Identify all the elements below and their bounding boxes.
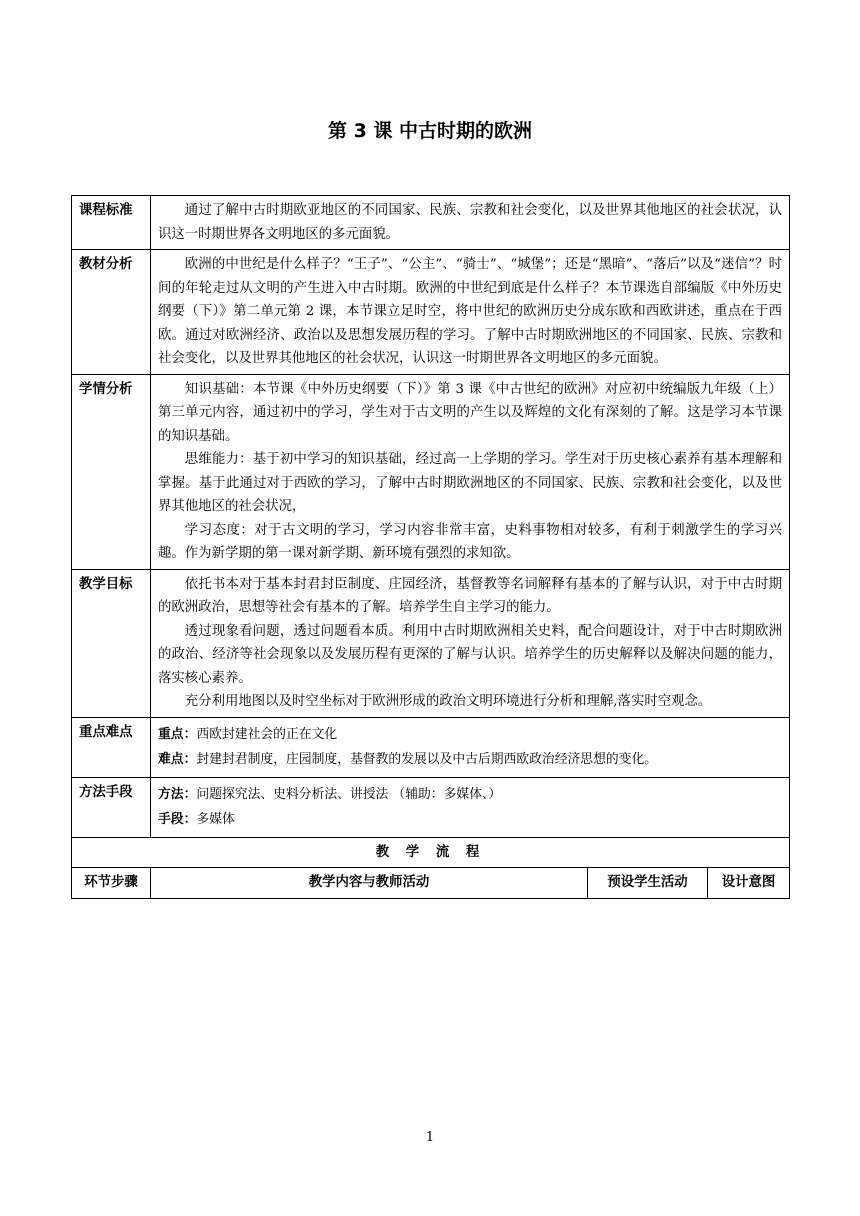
lesson-plan-table <box>71 195 790 899</box>
row-course-standard <box>72 196 790 250</box>
difficult-point-label: 难点： <box>158 752 197 767</box>
row-content <box>151 196 790 250</box>
header-design-intent: 设计意图 <box>708 868 790 899</box>
row-content <box>151 717 790 777</box>
row-label: 教学目标 <box>72 569 151 717</box>
method-line <box>158 783 782 807</box>
row-methods <box>72 777 790 837</box>
paragraph: 透过现象看问题，透过问题看本质。利用中古时期欧洲相关史料，配合问题设计，对于中古时期欧洲的政治、经济等社会现象以及发展历程有更深的了解与认识。培养学生的历史解释以及解决问题的能力，落实核心素养。 <box>158 623 782 686</box>
means-text: 多媒体 <box>196 812 235 827</box>
header-student-activity: 预设学生活动 <box>588 868 708 899</box>
difficult-point-line <box>158 748 782 772</box>
row-learner-analysis <box>72 374 790 569</box>
paragraph: 依托书本对于基本封君封臣制度、庄园经济，基督教等名词解释有基本的了解与认识，对于中古时期的欧洲政治，思想等社会有基本的了解。培养学生自主学习的能力。 <box>158 576 782 615</box>
header-step: 环节步骤 <box>72 868 151 899</box>
row-content <box>151 569 790 717</box>
row-content <box>151 374 790 569</box>
row-label: 重点难点 <box>72 717 151 777</box>
row-key-points <box>72 717 790 777</box>
teaching-flow-title: 教 学 流 程 <box>72 837 790 868</box>
key-point-text: 西欧封建社会的正在文化 <box>196 726 338 742</box>
row-label: 学情分析 <box>72 374 151 569</box>
paragraph: 知识基础：本节课《中外历史纲要（下）》第 3 课《中古世纪的欧洲》对应初中统编版九年级（上）第三单元内容，通过初中的学习，学生对于古文明的产生以及辉煌的文化有深刻的了解。这是学习本节课的知识基础。 <box>158 381 782 444</box>
row-label: 教材分析 <box>72 250 151 375</box>
page-title: 第 3 课 中古时期的欧洲 <box>327 120 533 142</box>
row-textbook-analysis <box>72 250 790 375</box>
method-text: 问题探究法、史料分析法、讲授法 （辅助：多媒体、） <box>196 786 502 802</box>
row-content <box>151 777 790 837</box>
method-label: 方法： <box>158 786 197 802</box>
paragraph: 通过了解中古时期欧亚地区的不同国家、民族、宗教和社会变化，以及世界其他地区的社会状况，认识这一时期世界各文明地区的多元面貌。 <box>158 203 782 242</box>
page-number: 1 <box>425 1130 435 1145</box>
row-flow-headers <box>72 868 790 899</box>
paragraph: 学习态度：对于古文明的学习，学习内容非常丰富，史料事物相对较多，有利于刺激学生的学习兴趣。作为新学期的第一课对新学期、新环境有强烈的求知欲。 <box>158 522 782 561</box>
row-flow-title <box>72 837 790 868</box>
header-content: 教学内容与教师活动 <box>151 868 588 899</box>
paragraph: 充分利用地图以及时空坐标对于欧洲形成的政治文明环境进行分析和理解,落实时空观念。 <box>184 694 712 709</box>
row-label: 方法手段 <box>72 777 151 837</box>
key-point-label: 重点： <box>158 726 197 742</box>
means-line <box>158 808 782 832</box>
means-label: 手段： <box>158 812 197 827</box>
key-point-line <box>158 723 782 747</box>
difficult-point-text: 封建封君制度，庄园制度，基督教的发展以及中古后期西欧政治经济思想的变化。 <box>196 752 658 767</box>
paragraph: 欧洲的中世纪是什么样子？“王子”、“公主”、“骑士”、“城堡”；还是“黑暗”、“落后”以及“迷信”？时间的年轮走过从文明的产生进入中古时期。欧洲的中世纪到底是什么样子？本节课选自部编版《中外历史纲要（下）》第二单元第 2 课，本节课立足时空，将中世纪的欧洲历史分成东欧和西欧讲述，重点在于西欧。通过对欧洲经济、政治以及思想发展历程的学习。了解中古时期欧洲地区的不同国家、民族、宗教和社会变化，以及世界其他地区的社会状况，认识这一时期世界各文明地区的多元面貌。 <box>158 257 782 366</box>
paragraph: 思维能力：基于初中学习的知识基础，经过高一上学期的学习。学生对于历史核心素养有基本理解和掌握。基于此通过对于西欧的学习，了解中古时期欧洲地区的不同国家、民族、宗教和社会变化，以及世界其他地区的社会状况， <box>158 452 782 514</box>
row-label: 课程标准 <box>72 196 151 250</box>
row-content <box>151 250 790 375</box>
row-teaching-goals <box>72 569 790 717</box>
